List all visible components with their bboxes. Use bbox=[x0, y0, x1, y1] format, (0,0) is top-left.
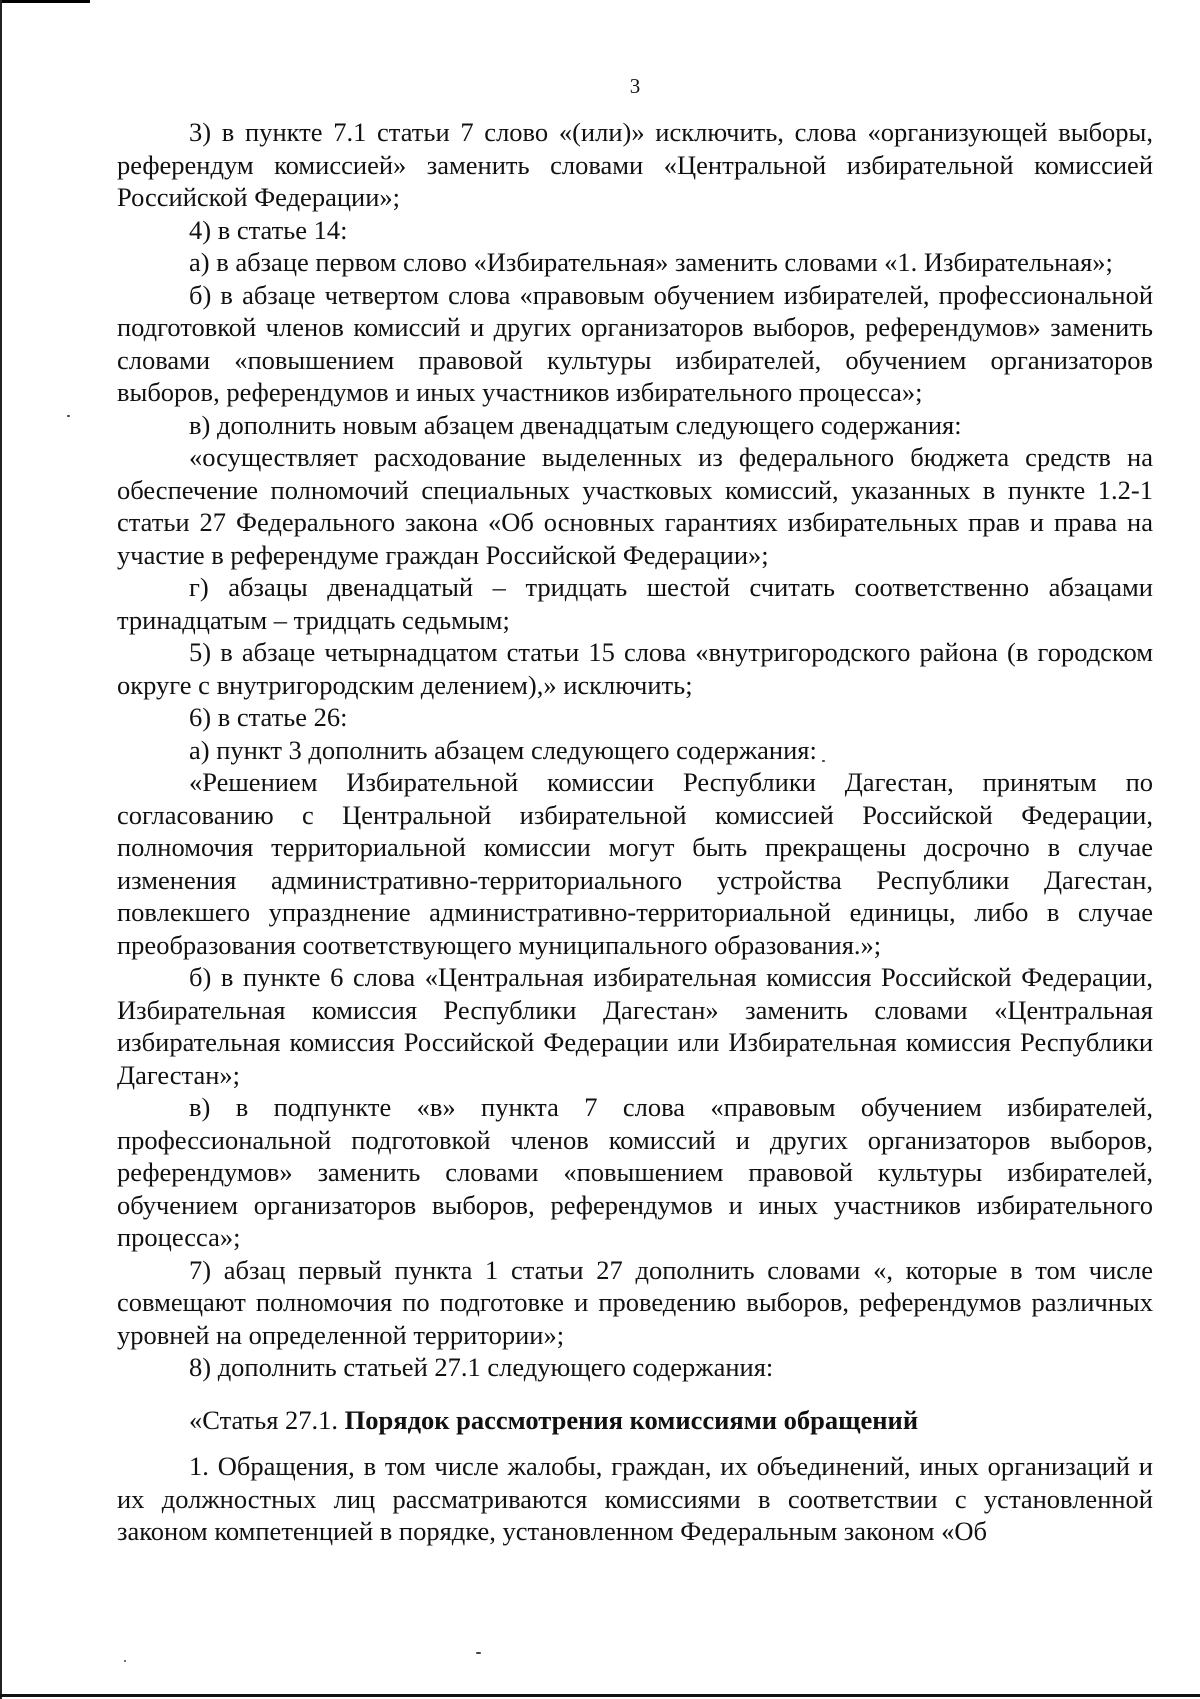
page-number: 3 bbox=[629, 74, 641, 98]
scan-speck bbox=[67, 415, 70, 417]
scan-edge bbox=[0, 1694, 1200, 1697]
scan-speck bbox=[124, 1660, 126, 1662]
paragraph: а) пункт 3 дополнить абзацем следующего содержания: bbox=[189, 734, 817, 765]
paragraph: б) в абзаце четвертом слова «правовым обучением избирателей, профессиональной подготовкой членов комиссий и других организаторов выборов, референдумов» заменить словами «повышением правовой культуры избирателей, обучением организаторов выборов, референдумов и иных участников избирательного процесса»; bbox=[117, 279, 1153, 407]
paragraph: г) абзацы двенадцатый – тридцать шестой считать соответственно абзацами тринадцатым – тридцать седьмым; bbox=[117, 572, 1153, 635]
scan-mark bbox=[0, 0, 90, 3]
paragraph: в) дополнить новым абзацем двенадцатым следующего содержания: bbox=[189, 409, 962, 440]
scan-edge bbox=[0, 0, 2, 1699]
paragraph: 1. Обращения, в том числе жалобы, граждан, их объединений, иных организаций и их должностных лиц рассматриваются комиссиями в соответствии с установленной законом компетенцией в порядке, установленном Федеральным законом «Об bbox=[117, 1451, 1153, 1546]
paragraph: 7) абзац первый пункта 1 статьи 27 дополнить словами «, которые в том числе совмещают полномочия по подготовке и проведению выборов, референдумов различных уровней на определенной территории»; bbox=[117, 1254, 1153, 1350]
paragraph: 3) в пункте 7.1 статьи 7 слово «(или)» исключить, слова «организующей выборы, референдум комиссией» заменить словами «Центральной избирательной комиссией Российской Федерации»; bbox=[117, 117, 1153, 212]
paragraph: 6) в статье 26: bbox=[189, 702, 348, 732]
paragraph: в) в подпункте «в» пункта 7 слова «правовым обучением избирателей, профессиональной подготовкой членов комиссий и других организаторов выборов, референдумов» заменить словами «повышением правовой культуры избирателей, обучением организаторов выборов, референдумов и иных участников избирательного процесса»; bbox=[117, 1092, 1153, 1252]
scan-speck bbox=[476, 1652, 481, 1654]
paragraph: б) в пункте 6 слова «Центральная избирательная комиссия Российской Федерации, Избирательная комиссия Республики Дагестан» заменить словами «Центральная избирательная комиссия Российской Федерации или Избирательная комиссия Республики Дагестан»; bbox=[117, 962, 1153, 1090]
paragraph: 5) в абзаце четырнадцатом статьи 15 слова «внутригородского района (в городском округе с внутригородским делением),» исключить; bbox=[117, 637, 1153, 700]
paragraph: 4) в статье 14: bbox=[189, 214, 348, 245]
paragraph: «осуществляет расходование выделенных из федерального бюджета средств на обеспечение полномочий специальных участковых комиссий, указанных в пункте 1.2-1 статьи 27 Федерального закона «Об основных гарантиях избирательных прав и права на участие в референдуме граждан Российской Федерации»; bbox=[117, 442, 1153, 570]
document-body bbox=[117, 116, 1153, 1548]
paragraph: «Решением Избирательной комиссии Республики Дагестан, принятым по согласованию с Центральной избирательной комиссией Российской Федерации, полномочия территориальной комиссии могут быть прекращены досрочно в случае изменения административно-территориального устройства Республики Дагестан, повлекшего упразднение административно-территориальной единицы, либо в случае преобразования соответствующего муниципального образования.»; bbox=[117, 767, 1153, 960]
paragraph: 8) дополнить статьей 27.1 следующего содержания: bbox=[189, 1352, 774, 1382]
article-heading bbox=[117, 1404, 1153, 1437]
article-heading-title: Порядок рассмотрения комиссиями обращений bbox=[344, 1404, 919, 1435]
article-heading-prefix: «Статья 27.1. bbox=[189, 1404, 345, 1435]
paragraph: а) в абзаце первом слово «Избирательная» заменить словами «1. Избирательная»; bbox=[189, 247, 1113, 277]
